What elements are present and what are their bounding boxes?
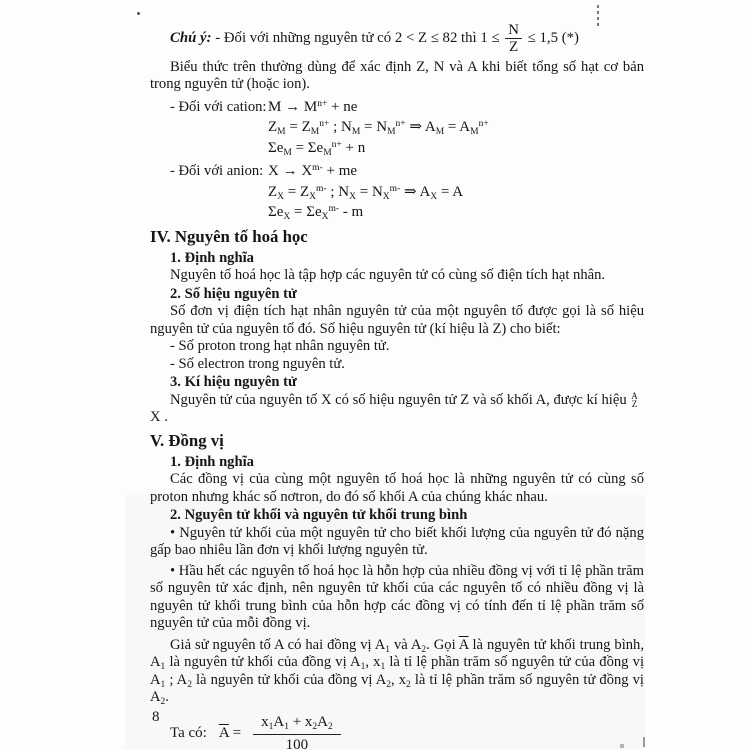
formula-lhs: $\overline{A}$ = [218,725,242,742]
section5-paragraph-1: Các đồng vị của cùng một nguyên tố hoá học là những nguyên tử có cùng số proton nhưng khác số nơtron, do đó số khối A của chúng khác nhau. [150,471,644,505]
anion-row-3: $\Sigma e_X = \Sigma e_X^{m-} - m$ [268,204,364,223]
note-body: - Đối với những nguyên tử có 2 < Z ≤ 82 thì 1 ≤ [211,30,504,47]
nuclide-atomic-number: Z [631,398,638,409]
section4-paragraph-3 [150,392,644,427]
nuclide-mass-number: A [631,391,638,402]
formula-fraction [253,713,341,750]
note-tail: ≤ 1,5 (*) [523,30,579,47]
average-mass-formula [170,713,644,750]
cation-block [170,97,644,159]
scan-artifact-dot [137,12,140,15]
section4-subheading-3: 3. Kí hiệu nguyên tử [170,374,297,391]
fraction-numerator: N [505,22,522,39]
anion-formula-1: $X \to X^{m-}$ + me [268,163,358,180]
fraction-denominator: Z [509,39,519,56]
section4-list-item-2: - Số electron trong nguyên tử. [170,355,345,372]
section4-subheading-1: 1. Định nghĩa [170,249,254,266]
nuclide-sentence-after: X . [150,409,168,426]
nz-fraction [503,22,524,56]
formula-label: Ta có: [170,725,207,742]
section4-subheading-2: 2. Số hiệu nguyên tử [170,285,297,302]
anion-block [170,161,644,223]
section5-subheading-1: 1. Định nghĩa [170,453,254,470]
formula-denominator: 100 [285,737,309,750]
section5-bullet-1: • Nguyên tử khối của một nguyên tử cho biết khối lượng của nguyên tử đó nặng gấp bao nhiêu lần đơn vị khối lượng nguyên tử. [150,524,644,559]
cation-row-3: $\Sigma e_M = \Sigma e_M^{n+} + n$ [268,139,366,158]
anion-label: - Đối với anion: [170,163,264,180]
anion-row-2: $Z_X = Z_X^{m-}$ ; $N_X = N_X^{m-}$ ⇒ $A_X = A$ [268,183,464,202]
page-content [150,22,644,750]
formula-numerator: $x_1A_1 + x_2A_2$ [253,713,341,736]
section4-paragraph-2: Số đơn vị điện tích hạt nhân nguyên tử của một nguyên tố được gọi là số hiệu nguyên tử của nguyên tố đó. Số hiệu nguyên tử (kí hiệu là Z) cho biết: [150,303,644,337]
cation-formula-1: $M \to M^{n+}$ + ne [268,98,358,115]
section5-title: V. Đồng vị [150,430,224,450]
page-number: 8 [152,709,160,725]
section5-paragraph-2: Giả sử nguyên tố A có hai đồng vị $A_1$ và $A_2$. Gọi $\overline{A}$ là nguyên tử khối trung bình, $A_1$ là nguyên tử khối của đồng vị $A_1$, $x_1$ là tỉ lệ phần trăm số nguyên tử của đồng vị $A_1$ ; $A_2$ là nguyên tử khối của đồng vị $A_2$, $x_2$ là tỉ lệ phần trăm số nguyên tử đồng vị $A_2$. [150,636,644,708]
nuclide-sentence-before: Nguyên tử của nguyên tố X có số hiệu nguyên tử Z và số khối A, được kí hiệu [170,391,631,408]
nuclide-symbol [631,393,638,408]
section5-subheading-2: 2. Nguyên tử khối và nguyên tử khối trung bình [170,507,468,524]
cation-row-2: $Z_M = Z_M^{n+}$ ; $N_M = N_M^{n+}$ ⇒ $A_M = A_M^{n+}$ [268,119,489,138]
note-line [150,22,644,56]
cation-row-1 [170,97,644,118]
section4-title: IV. Nguyên tố hoá học [150,226,308,246]
note-label: Chú ý: [170,30,212,47]
section4-list-item-1: - Số proton trong hạt nhân nguyên tử. [170,338,390,355]
section5-bullet-2: • Hầu hết các nguyên tố hoá học là hỗn hợp của nhiều đồng vị với tỉ lệ phần trăm số nguyên tử xác định, nên nguyên tử khối của các nguyên tố có nhiều đồng vị là nguyên tử khối trung bình của hỗn hợp các đồng vị có tính đến tỉ lệ phần trăm số nguyên tử của mỗi đồng vị. [150,562,644,632]
anion-row-1 [170,161,644,182]
section4-paragraph-1: Nguyên tố hoá học là tập hợp các nguyên tử có cùng số điện tích hạt nhân. [170,267,606,284]
intro-paragraph: Biểu thức trên thường dùng để xác định Z, N và A khi biết tổng số hạt cơ bản trong nguyên tử (hoặc ion). [150,58,644,93]
cation-label: - Đối với cation: [170,98,267,115]
